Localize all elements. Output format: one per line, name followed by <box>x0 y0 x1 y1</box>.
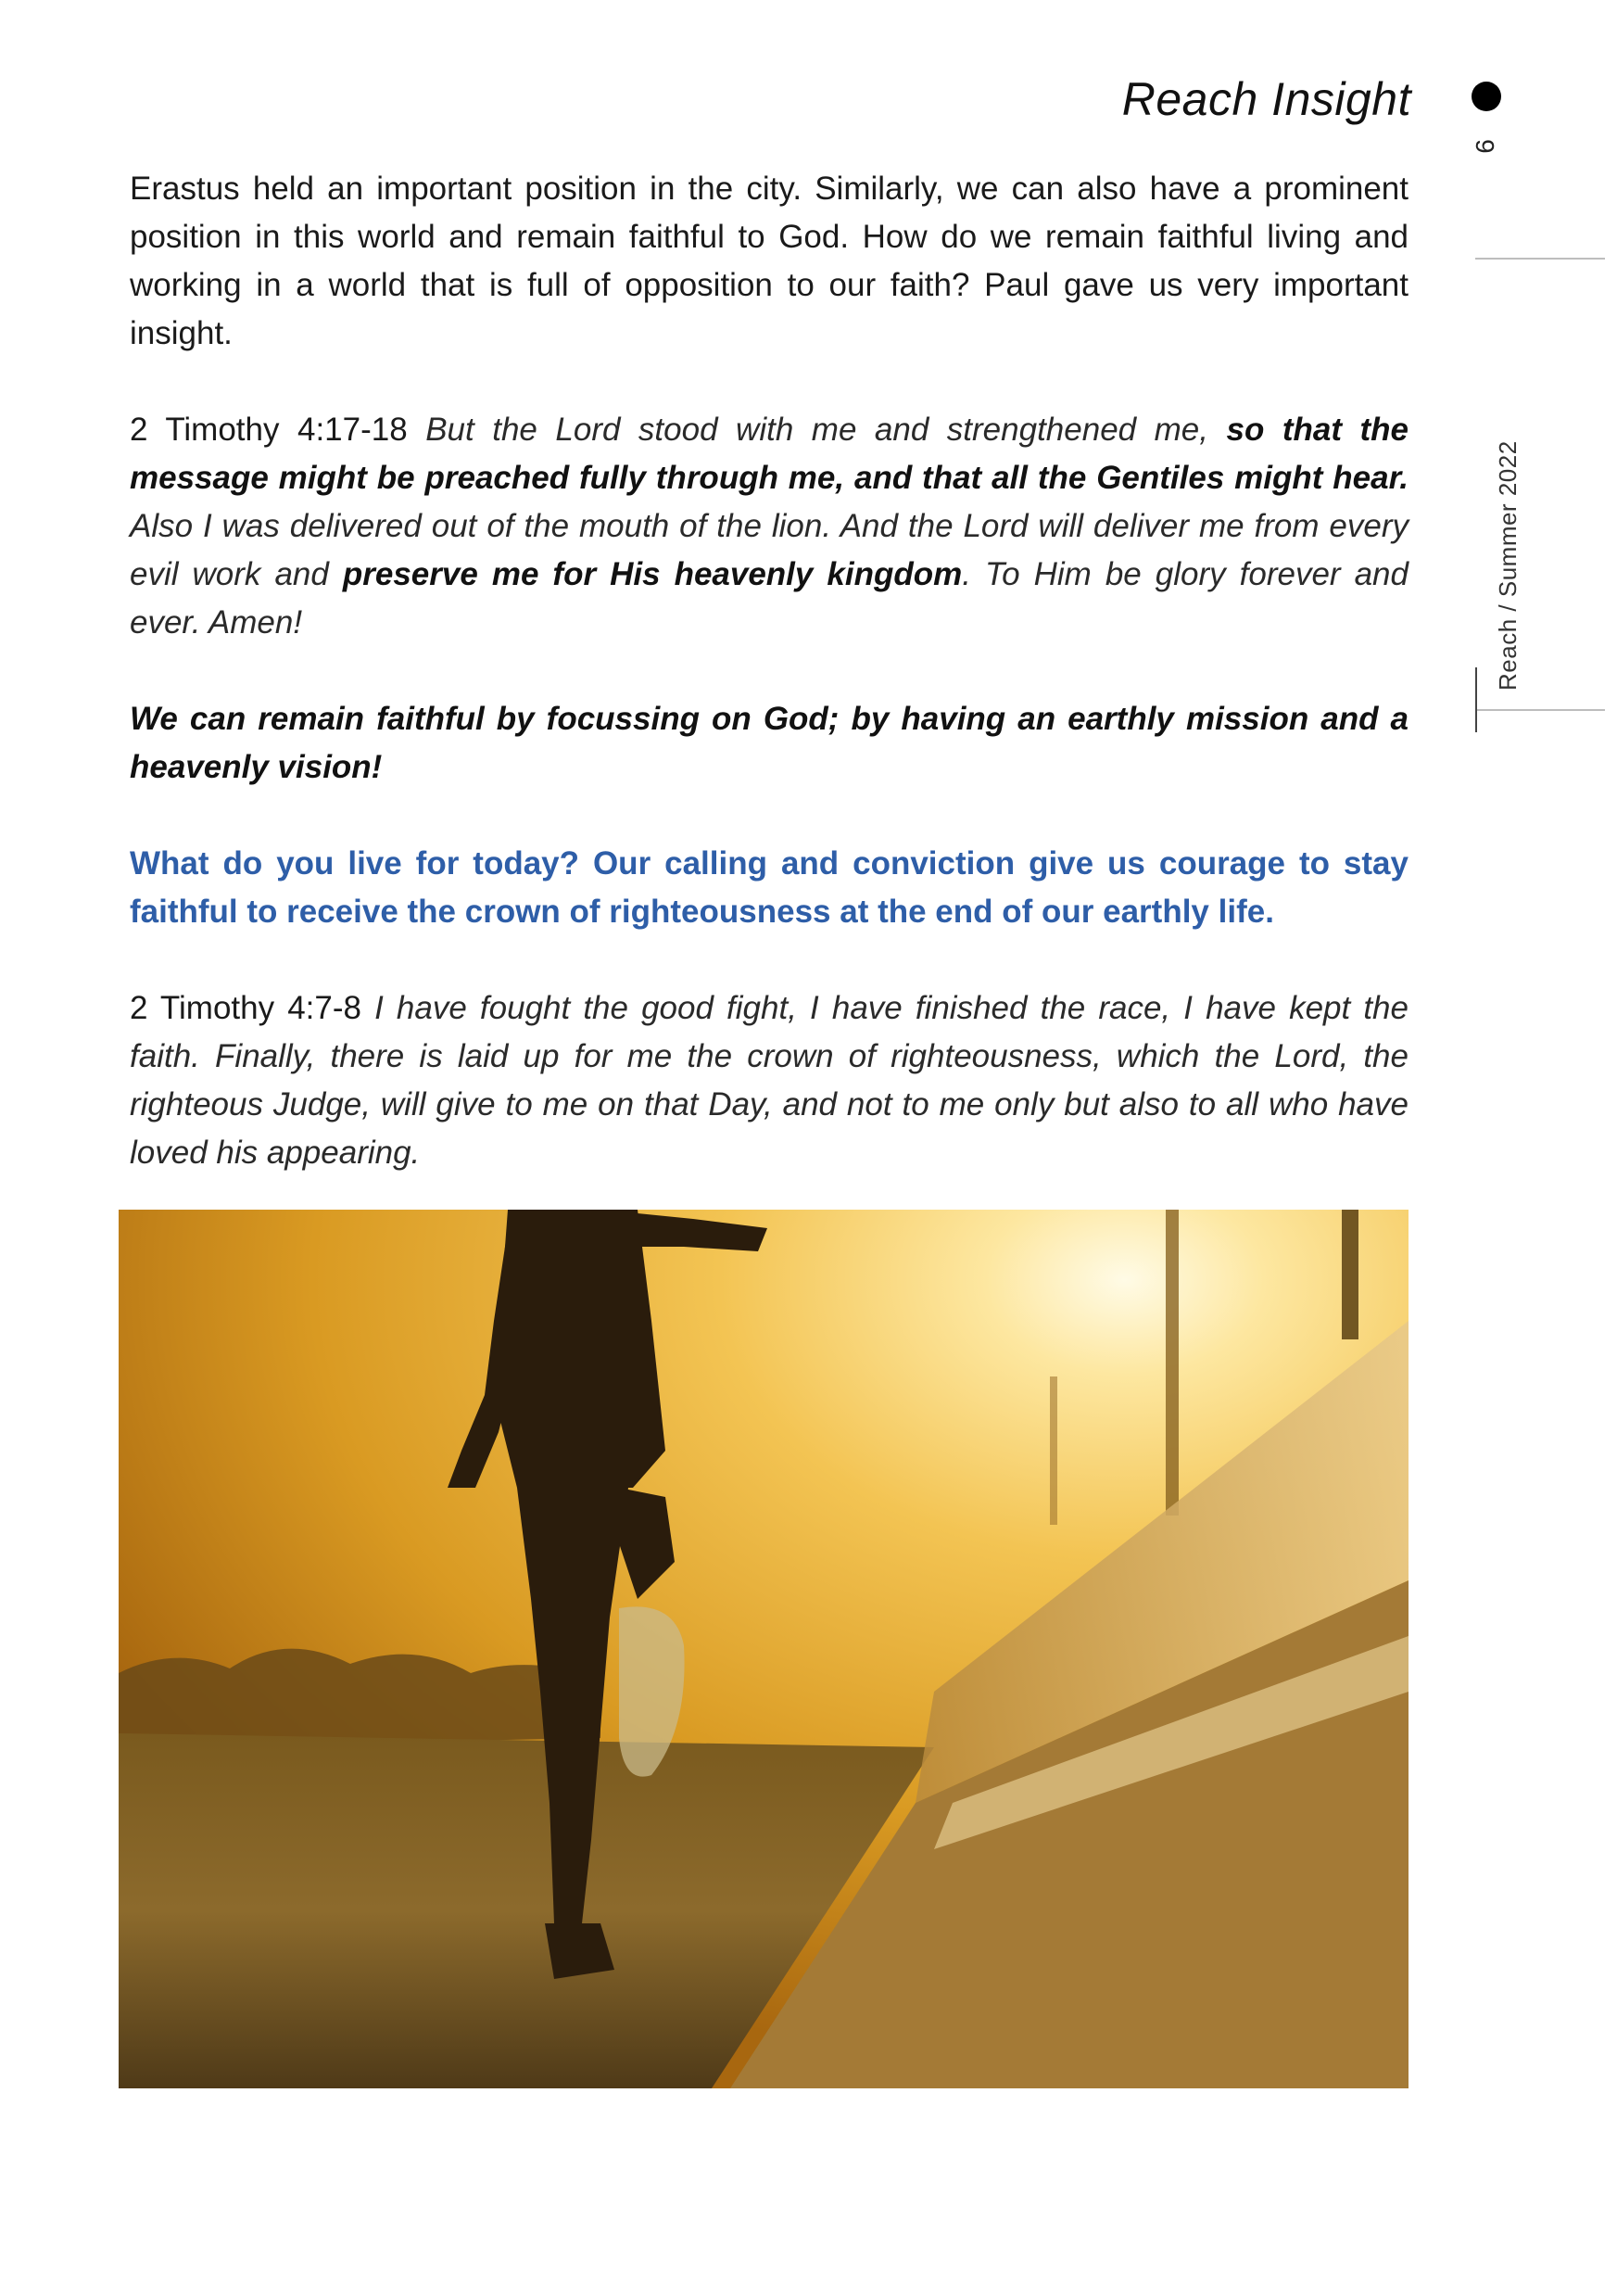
runner-sunset-photo <box>119 1210 1409 2088</box>
section-title: Reach Insight <box>1121 73 1411 125</box>
verse-paragraph-1 <box>130 406 1409 647</box>
publication-name: Reach <box>1494 618 1522 691</box>
verse-emphasis: so that the message might be preached fully through me, and that all the Gentiles might hear. <box>130 412 1409 496</box>
verse-reference: 2 Timothy 4:7-8 <box>130 990 361 1026</box>
emphasis-statement: We can remain faithful by focussing on God; by having an earthly mission and a heavenly vision! <box>130 701 1409 785</box>
sidebar-divider-top <box>1475 258 1605 260</box>
issue-label: Summer 2022 <box>1494 440 1522 598</box>
page-number: 9 <box>1471 139 1499 154</box>
verse-text: But the Lord stood with me and strengthened me, <box>425 412 1208 448</box>
sidebar-vertical-line <box>1475 667 1477 732</box>
verse-text: Also I was delivered out of the mouth of the lion. And the Lord will deliver me from every evil work and <box>130 508 1409 592</box>
publication-spine <box>1494 440 1522 691</box>
verse-emphasis: preserve me for His heavenly kingdom <box>342 556 963 592</box>
verse-paragraph-2 <box>130 984 1409 1177</box>
page-marker-dot <box>1472 82 1501 111</box>
verse-text: I have fought the good fight, I have finished the race, I have kept the faith. Finally, there is laid up for me the crown of righteousness, which the Lord, the righteous Judge, will give to me on that Day, and not to me only but also to all who have loved his appearing. <box>130 990 1409 1171</box>
spine-separator: / <box>1494 603 1522 612</box>
article-body <box>130 165 1409 1225</box>
sidebar-divider-bottom <box>1475 709 1605 711</box>
highlight-callout: What do you live for today? Our calling and conviction give us courage to stay faithful to receive the crown of righteousness at the end of our earthly life. <box>130 845 1409 930</box>
intro-paragraph: Erastus held an important position in the city. Similarly, we can also have a prominent position in this world and remain faithful to God. How do we remain faithful living and working in a world that is full of opposition to our faith? Paul gave us very important insight. <box>130 171 1409 351</box>
verse-text: . To Him be glory forever and ever. Amen! <box>130 556 1409 641</box>
verse-reference: 2 Timothy 4:17-18 <box>130 412 408 448</box>
